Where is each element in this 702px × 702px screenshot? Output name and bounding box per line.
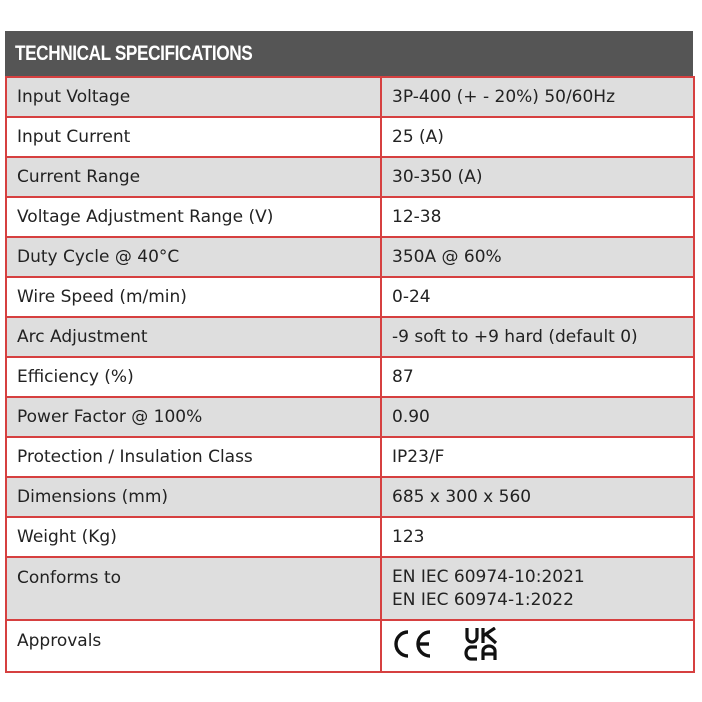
spec-value-conforms: [381, 557, 694, 620]
table-row-approvals: [6, 620, 694, 672]
spec-label: Power Factor @ 100%: [6, 397, 381, 437]
table-row: [6, 437, 694, 477]
spec-value: 25 (A): [381, 117, 694, 157]
spec-title: TECHNICAL SPECIFICATIONS: [15, 41, 253, 65]
table-row: [6, 77, 694, 117]
spec-label: Arc Adjustment: [6, 317, 381, 357]
spec-value: 350A @ 60%: [381, 237, 694, 277]
spec-value: 87: [381, 357, 694, 397]
table-row: [6, 317, 694, 357]
spec-value: IP23/F: [381, 437, 694, 477]
spec-sheet: [5, 31, 693, 673]
spec-value: 685 x 300 x 560: [381, 477, 694, 517]
spec-value: 3P-400 (+ - 20%) 50/60Hz: [381, 77, 694, 117]
table-row: [6, 517, 694, 557]
spec-label: Protection / Insulation Class: [6, 437, 381, 477]
ukca-mark-icon: [464, 627, 500, 666]
spec-label: Duty Cycle @ 40°C: [6, 237, 381, 277]
spec-label: Wire Speed (m/min): [6, 277, 381, 317]
ce-mark-icon: [392, 629, 434, 664]
spec-label: Approvals: [6, 620, 381, 672]
standard-line: EN IEC 60974-10:2021: [392, 567, 585, 587]
spec-label: Efficiency (%): [6, 357, 381, 397]
approval-marks: [392, 627, 683, 666]
spec-table: [5, 76, 695, 673]
spec-value: 0.90: [381, 397, 694, 437]
table-row: [6, 277, 694, 317]
spec-label: Current Range: [6, 157, 381, 197]
table-row: [6, 157, 694, 197]
standard-line: EN IEC 60974-1:2022: [392, 590, 574, 610]
table-row: [6, 397, 694, 437]
spec-label: Conforms to: [6, 557, 381, 620]
spec-value: 30-350 (A): [381, 157, 694, 197]
spec-value: 12-38: [381, 197, 694, 237]
spec-value: 0-24: [381, 277, 694, 317]
table-row: [6, 357, 694, 397]
table-row: [6, 477, 694, 517]
spec-label: Dimensions (mm): [6, 477, 381, 517]
table-row: [6, 117, 694, 157]
spec-header: [5, 31, 693, 76]
table-row: [6, 237, 694, 277]
spec-label: Input Current: [6, 117, 381, 157]
spec-value-approvals: [381, 620, 694, 672]
spec-value: -9 soft to +9 hard (default 0): [381, 317, 694, 357]
spec-label: Input Voltage: [6, 77, 381, 117]
spec-value: 123: [381, 517, 694, 557]
table-row: [6, 197, 694, 237]
spec-label: Voltage Adjustment Range (V): [6, 197, 381, 237]
table-row-conforms: [6, 557, 694, 620]
spec-label: Weight (Kg): [6, 517, 381, 557]
